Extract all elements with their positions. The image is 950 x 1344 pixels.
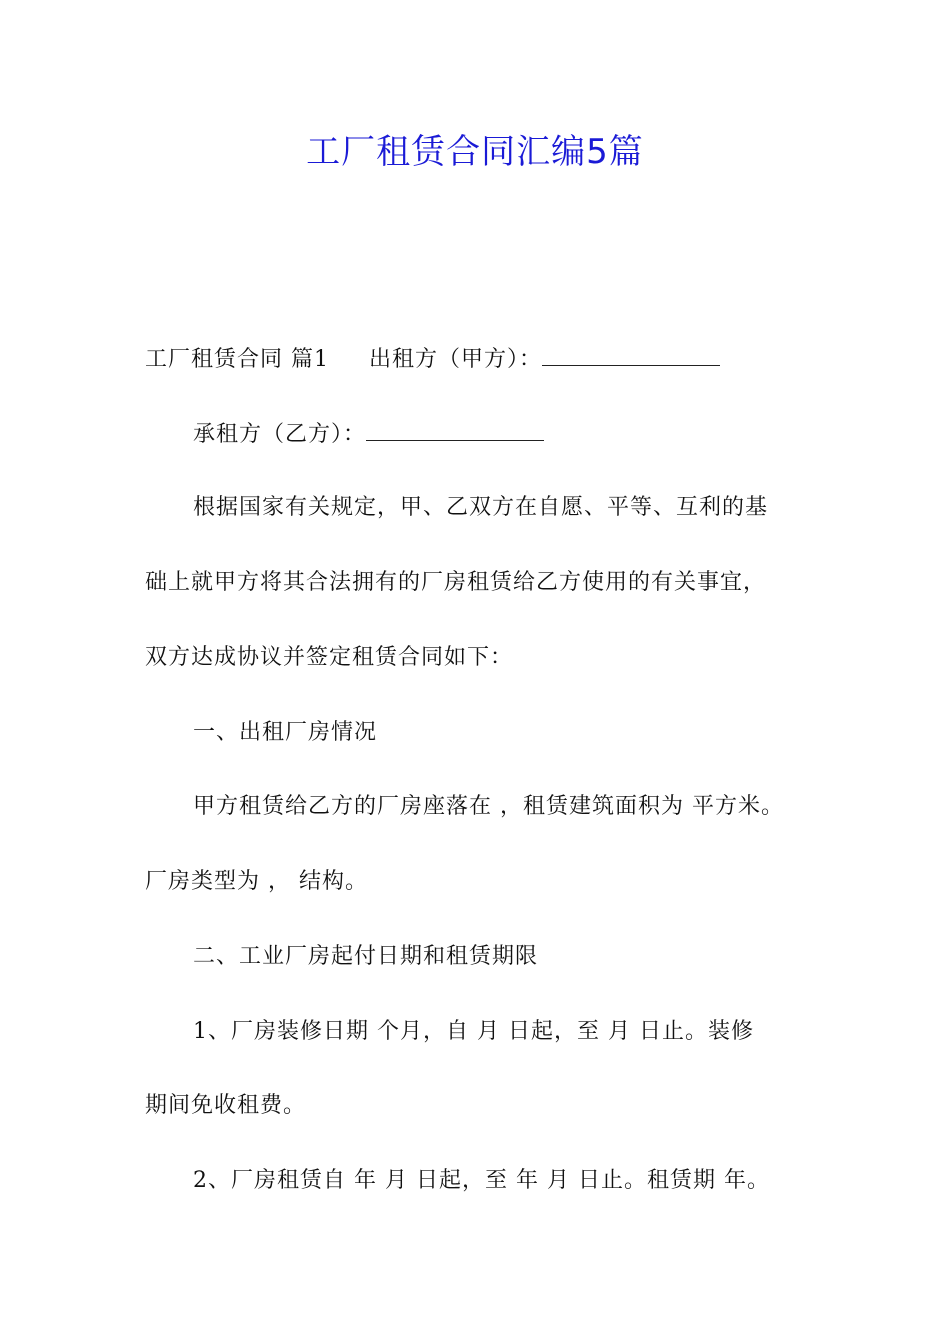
paragraph-line: 双方达成协议并签定租赁合同如下： [145,645,514,670]
paragraph-line: 根据国家有关规定，甲、乙双方在自愿、平等、互利的基 [193,495,769,520]
lessee-label: 承租方（乙方）： [193,422,367,447]
paragraph-line: 甲方租赁给乙方的厂房座落在 ，租赁建筑面积为 平方米。 [193,794,784,819]
first-line [145,343,720,375]
document-title: 工厂租赁合同汇编5篇 [306,132,644,172]
section-heading: 二、工业厂房起付日期和租赁期限 [193,944,539,969]
lessee-blank [366,418,544,441]
lessor-blank [542,343,720,366]
paragraph-line: 2、厂房租赁自 年 月 日起，至 年 月 日止。租赁期 年。 [193,1168,770,1193]
paragraph-line: 期间免收租费。 [145,1093,307,1118]
lessor-label: 出租方（甲方）： [369,347,543,372]
contract-heading: 工厂租赁合同 篇1 [145,347,329,372]
paragraph-line: 础上就甲方将其合法拥有的厂房租赁给乙方使用的有关事宜， [145,570,767,595]
paragraph-line: 1、厂房装修日期 个月，自 月 日起，至 月 日止。装修 [193,1019,754,1044]
lessee-line [193,418,544,450]
section-heading: 一、出租厂房情况 [193,720,378,745]
paragraph-line: 厂房类型为 ， 结构。 [145,869,368,894]
